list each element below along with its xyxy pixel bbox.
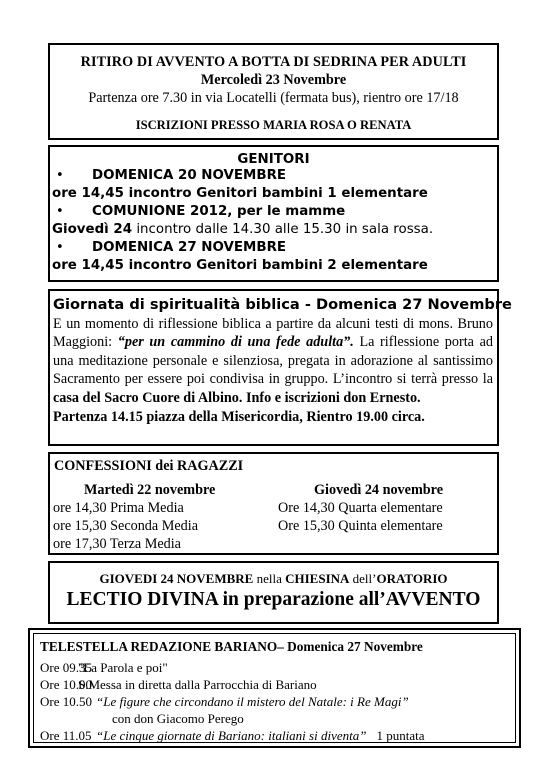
confessioni-left-column <box>53 481 215 553</box>
lectio-subtitle: GIOVEDI 24 NOVEMBRE nella CHIESINA dell’ORATORIO <box>99 571 448 586</box>
retiro-title: RITIRO DI AVVENTO A BOTTA DI SEDRINA PER ADULTI <box>80 54 467 70</box>
retiro-iscrizioni: ISCRIZIONI PRESSO MARIA ROSA O RENATA <box>135 118 412 132</box>
confessioni-right-column <box>278 481 443 535</box>
genitori-item1-text: ore 14,45 incontro Genitori bambini 1 elementare <box>52 186 428 201</box>
list-item: Ore 14,30 Quarta elementare <box>278 500 443 516</box>
genitori-item2-head: • COMUNIONE 2012, per le mamme <box>50 203 497 221</box>
list-item: Ore 15,30 Quinta elementare <box>278 518 443 534</box>
confessioni-left-head: Martedì 22 novembre <box>84 482 216 498</box>
genitori-box <box>48 145 499 282</box>
telestella-program <box>40 659 515 744</box>
spiritualita-title: Giornata di spiritualità biblica - Domenica 27 Novembre <box>53 296 512 313</box>
confessioni-box <box>48 452 499 555</box>
list-item: ore 15,30 Seconda Media <box>53 518 198 534</box>
list-item: ore 14,30 Prima Media <box>53 500 184 516</box>
bullet-icon: • <box>56 168 64 183</box>
lectio-box <box>48 561 499 624</box>
telestella-box <box>28 628 521 748</box>
program-item: Ore 10.00 S.Messa in diretta dalla Parrocchia di Bariano <box>40 677 317 692</box>
telestella-title: TELESTELLA REDAZIONE BARIANO– Domenica 27 Novembre <box>40 639 423 654</box>
program-item: Ore 09.35 "La Parola e poi" <box>40 660 168 675</box>
bullet-icon: • <box>56 204 64 219</box>
retiro-date: Mercoledì 23 Novembre <box>200 72 347 88</box>
retiro-box <box>48 43 499 140</box>
spiritualita-place: casa del Sacro Cuore di Albino. Info e iscrizioni don Ernesto. <box>53 389 421 406</box>
spiritualita-box <box>48 289 512 446</box>
telestella-inner <box>33 633 516 743</box>
genitori-item1-head: • DOMENICA 20 NOVEMBRE <box>50 167 497 185</box>
genitori-item3-head: • DOMENICA 27 NOVEMBRE <box>50 239 497 257</box>
genitori-item3-text: ore 14,45 incontro Genitori bambini 2 elementare <box>52 258 428 273</box>
list-item: ore 17,30 Terza Media <box>53 536 181 552</box>
program-item: con don Giacomo Perego <box>112 711 244 726</box>
retiro-details: Partenza ore 7.30 in via Locatelli (fermata bus), rientro ore 17/18 <box>88 90 459 106</box>
genitori-item2-text: Giovedì 24 incontro dalle 14.30 alle 15.30 in sala rossa. <box>52 222 434 237</box>
spiritualita-text: E un momento di riflessione biblica a partire da alcuni testi di mons. Bruno Maggioni: “per un cammino di una fede adulta”. La riflessione porta ad una meditazione personale e silenziosa, pregata in adorazione al santissimo Sacramento per essere poi condivisa in gruppo. L’incontro si terrà presso la casa del Sacro Cuore di Albino. Info e iscrizioni don Ernesto. <box>53 316 493 406</box>
program-item: Ore 10.50 “Le figure che circondano il mistero del Natale: i Re Magi” <box>40 694 409 709</box>
confessioni-title: CONFESSIONI dei RAGAZZI <box>54 458 244 474</box>
confessioni-right-head: Giovedì 24 novembre <box>314 482 443 498</box>
program-item: Ore 11.05 “Le cinque giornate di Bariano: italiani si diventa” 1 puntata <box>40 728 425 743</box>
bullet-icon: • <box>56 240 64 255</box>
lectio-title: LECTIO DIVINA in preparazione all’AVVENTO <box>66 589 481 610</box>
spiritualita-quote: “per un cammino di una fede adulta”. <box>117 334 354 351</box>
spiritualita-departure: Partenza 14.15 piazza della Misericordia, Rientro 19.00 circa. <box>53 409 425 426</box>
genitori-title: GENITORI <box>237 152 310 167</box>
